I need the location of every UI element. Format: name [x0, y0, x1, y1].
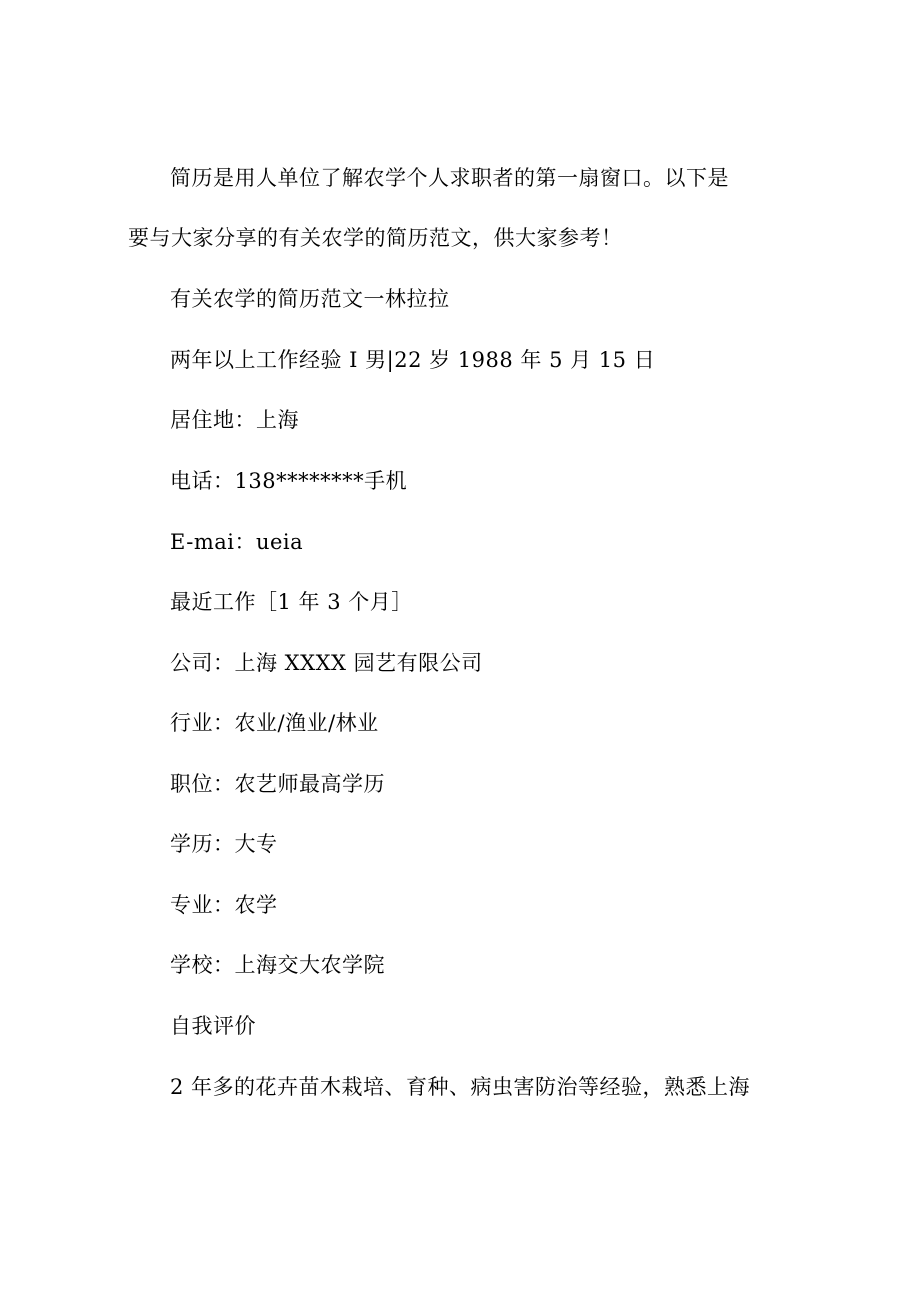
intro-paragraph-line-1: 简历是用人单位了解农学个人求职者的第一扇窗口。以下是 [170, 166, 729, 190]
email-field: E-mai：ueia [170, 530, 304, 554]
phone-field: 电话：138********手机 [170, 469, 408, 493]
self-evaluation-text: 2 年多的花卉苗木栽培、育种、病虫害防治等经验，熟悉上海 [170, 1075, 751, 1099]
major-field: 专业：农学 [170, 893, 278, 917]
industry-field: 行业：农业/渔业/林业 [170, 711, 379, 735]
education-field: 学历：大专 [170, 832, 278, 856]
recent-work-field: 最近工作［1 年 3 个月］ [170, 590, 413, 614]
company-field: 公司：上海 XXXX 园艺有限公司 [170, 651, 483, 675]
resume-summary: 两年以上工作经验 I 男|22 岁 1988 年 5 月 15 日 [170, 348, 656, 372]
position-field: 职位：农艺师最高学历 [170, 772, 385, 796]
self-evaluation-heading: 自我评价 [170, 1014, 256, 1038]
resume-title: 有关农学的简历范文一林拉拉 [170, 287, 450, 311]
school-field: 学校：上海交大农学院 [170, 953, 385, 977]
residence-field: 居住地：上海 [170, 408, 299, 432]
intro-paragraph-line-2: 要与大家分享的有关农学的简历范文，供大家参考！ [128, 226, 623, 250]
